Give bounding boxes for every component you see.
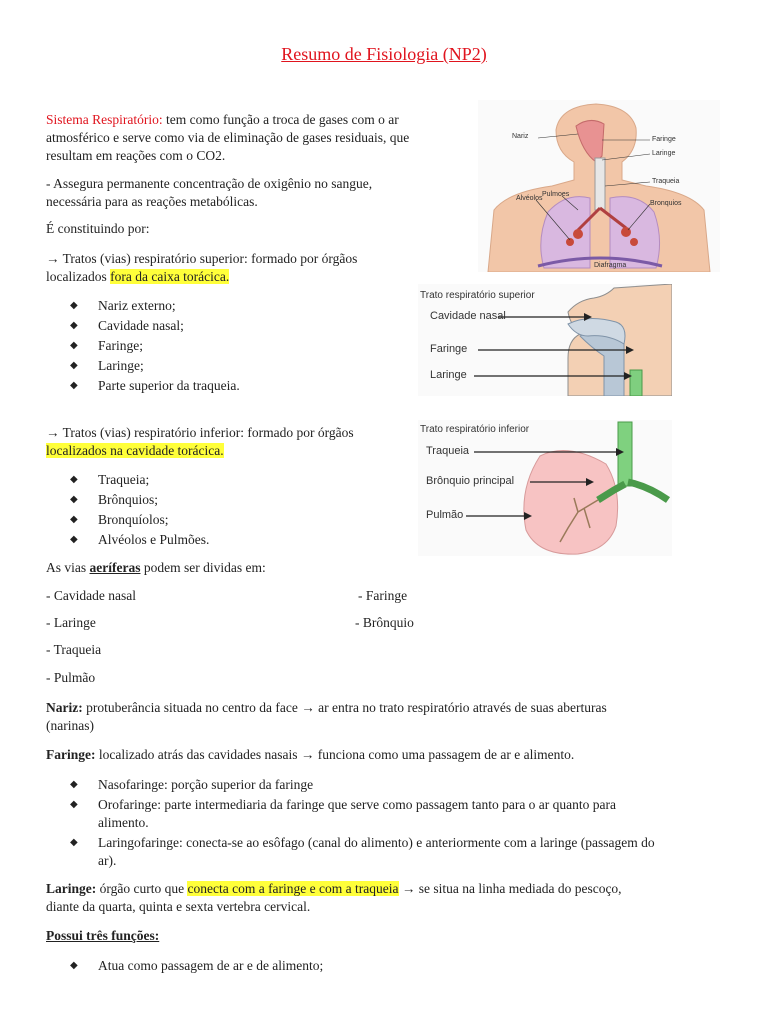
label-diafragma: Diafragma xyxy=(594,262,627,269)
intro-line2: atmosférico e serve como via de eliminação de gases residuais, que xyxy=(46,130,410,145)
upper-rest: formado por órgãos xyxy=(251,251,358,266)
upper-arrow: → xyxy=(46,251,60,266)
bullet-icon: ◆ xyxy=(70,300,78,311)
label-traqueia: Traqueia xyxy=(426,445,470,457)
lower-tract-list xyxy=(70,470,209,550)
list-item: ◆ Brônquios; xyxy=(70,490,209,510)
bullet-icon: ◆ xyxy=(70,380,78,391)
upper-tract-list xyxy=(70,296,240,396)
airways-pre: As vias xyxy=(46,560,87,575)
ensures-line1: - Assegura permanente concentração de oxigênio no sangue, xyxy=(46,176,373,191)
ensures-paragraph xyxy=(46,175,466,211)
nariz-paragraph xyxy=(46,699,726,735)
nariz-line2: (narinas) xyxy=(46,718,94,733)
label-nariz: Nariz xyxy=(512,133,529,140)
airways-post: podem ser dividas em: xyxy=(143,560,266,575)
label-faringe: Faringe xyxy=(652,136,676,143)
bullet-icon: ◆ xyxy=(70,360,78,371)
list-item: ◆ Faringe; xyxy=(70,336,240,356)
label-cavidade-nasal: Cavidade nasal xyxy=(430,310,506,322)
label-pulmao: Pulmão xyxy=(426,509,464,521)
nariz-line1: protuberância situada no centro da face → ar entra no trato respiratório através de suas aberturas xyxy=(86,700,607,715)
ensures-line2: necessária para as reações metabólicas. xyxy=(46,194,258,209)
bullet-icon: ◆ xyxy=(70,320,78,331)
constituted-text: É constituindo por: xyxy=(46,221,150,236)
lower-tract-paragraph xyxy=(46,424,426,460)
lower-highlight: localizados na cavidade torácica. xyxy=(46,443,224,458)
label-bronquios: Bronquios xyxy=(650,200,682,207)
bullet-icon: ◆ xyxy=(70,799,78,810)
faringe-text: localizado atrás das cavidades nasais → funciona como uma passagem de ar e alimento. xyxy=(98,747,575,762)
bullet-icon: ◆ xyxy=(70,340,78,351)
faringe-term: Faringe: xyxy=(46,747,96,762)
airways-left-item: - Laringe xyxy=(46,615,96,630)
airways-left-item: - Cavidade nasal xyxy=(46,588,136,603)
respiratory-system-illustration xyxy=(478,100,720,272)
lower-tract-figure xyxy=(418,420,672,556)
functions-heading: Possui três funções: xyxy=(46,928,160,943)
bullet-icon: ◆ xyxy=(70,960,78,971)
respiratory-system-figure xyxy=(478,100,720,272)
document-title: Resumo de Fisiologia (NP2) xyxy=(281,44,487,64)
upper-term: Tratos (vias) respiratório superior: xyxy=(62,251,248,266)
intro-line3: resultam em reações com o CO2. xyxy=(46,148,226,163)
list-item: ◆ Nariz externo; xyxy=(70,296,240,316)
label-alveolos: Alvéolos xyxy=(516,195,543,202)
lower-term: Tratos (vias) respiratório inferior: xyxy=(62,425,244,440)
list-item: ◆ Atua como passagem de ar e de alimento; xyxy=(70,956,323,976)
label-pulmoes: Pulmoes xyxy=(542,191,570,198)
label-traqueia: Traqueia xyxy=(652,178,680,185)
lower-arrow: → xyxy=(46,425,60,440)
laringe-line2: diante da quarta, quinta e sexta vertebra cervical. xyxy=(46,899,311,914)
list-item: ◆ Traqueia; xyxy=(70,470,209,490)
label-laringe: Laringe xyxy=(652,150,676,157)
bullet-icon: ◆ xyxy=(70,779,78,790)
bullet-icon: ◆ xyxy=(70,534,78,545)
list-item: ◆ Laringe; xyxy=(70,356,240,376)
intro-line1: tem como função a troca de gases com o ar xyxy=(165,112,399,127)
airways-intro xyxy=(46,559,266,577)
faringe-paragraph xyxy=(46,746,726,764)
bullet-icon: ◆ xyxy=(70,494,78,505)
bullet-icon: ◆ xyxy=(70,837,78,848)
label-bronquio-principal: Brônquio principal xyxy=(426,475,515,487)
laringe-post: → se situa na linha mediada do pescoço, xyxy=(401,881,622,896)
airways-left-item: - Pulmão xyxy=(46,670,96,685)
upper-tract-figure xyxy=(418,284,672,396)
list-item: ◆ Cavidade nasal; xyxy=(70,316,240,336)
laringe-paragraph xyxy=(46,880,736,916)
upper-tract-paragraph xyxy=(46,250,426,286)
list-item: ◆ Parte superior da traqueia. xyxy=(70,376,240,396)
upper-line2-pre: localizados xyxy=(46,269,107,284)
intro-term: Sistema Respiratório: xyxy=(46,112,163,127)
lower-tract-illustration xyxy=(418,420,672,556)
list-item: ◆ Alvéolos e Pulmões. xyxy=(70,530,209,550)
faringe-list xyxy=(70,776,730,872)
nariz-term: Nariz: xyxy=(46,700,83,715)
airways-term: aeríferas xyxy=(89,560,141,575)
airways-right-item: - Faringe xyxy=(358,588,408,603)
label-laringe: Laringe xyxy=(430,369,467,381)
laringe-term: Laringe: xyxy=(46,881,97,896)
bullet-icon: ◆ xyxy=(70,514,78,525)
laringe-highlight: conecta com a faringe e com a traqueia xyxy=(187,881,399,896)
functions-list xyxy=(70,956,323,976)
laringe-pre: órgão curto que xyxy=(99,881,185,896)
lower-rest: formado por órgãos xyxy=(247,425,354,440)
airways-left-item: - Traqueia xyxy=(46,642,102,657)
list-item: ◆ Orofaringe: parte intermediaria da faringe que serve como passagem tanto para o ar quanto para alimento. xyxy=(70,797,617,830)
label-faringe: Faringe xyxy=(430,343,468,355)
intro-paragraph xyxy=(46,111,466,165)
upper-highlight: fora da caixa torácica. xyxy=(110,269,230,284)
bullet-icon: ◆ xyxy=(70,474,78,485)
airways-right-item: - Brônquio xyxy=(355,615,414,630)
list-item: ◆ Laringofaringe: conecta-se ao esôfago (canal do alimento) e anteriormente com a laringe (passagem do ar). xyxy=(70,835,655,868)
upper-figure-title: Trato respiratório superior xyxy=(420,290,535,301)
list-item: ◆ Bronquíolos; xyxy=(70,510,209,530)
lower-figure-title: Trato respiratório inferior xyxy=(420,424,530,435)
list-item: ◆ Nasofaringe: porção superior da faringe xyxy=(70,777,314,792)
